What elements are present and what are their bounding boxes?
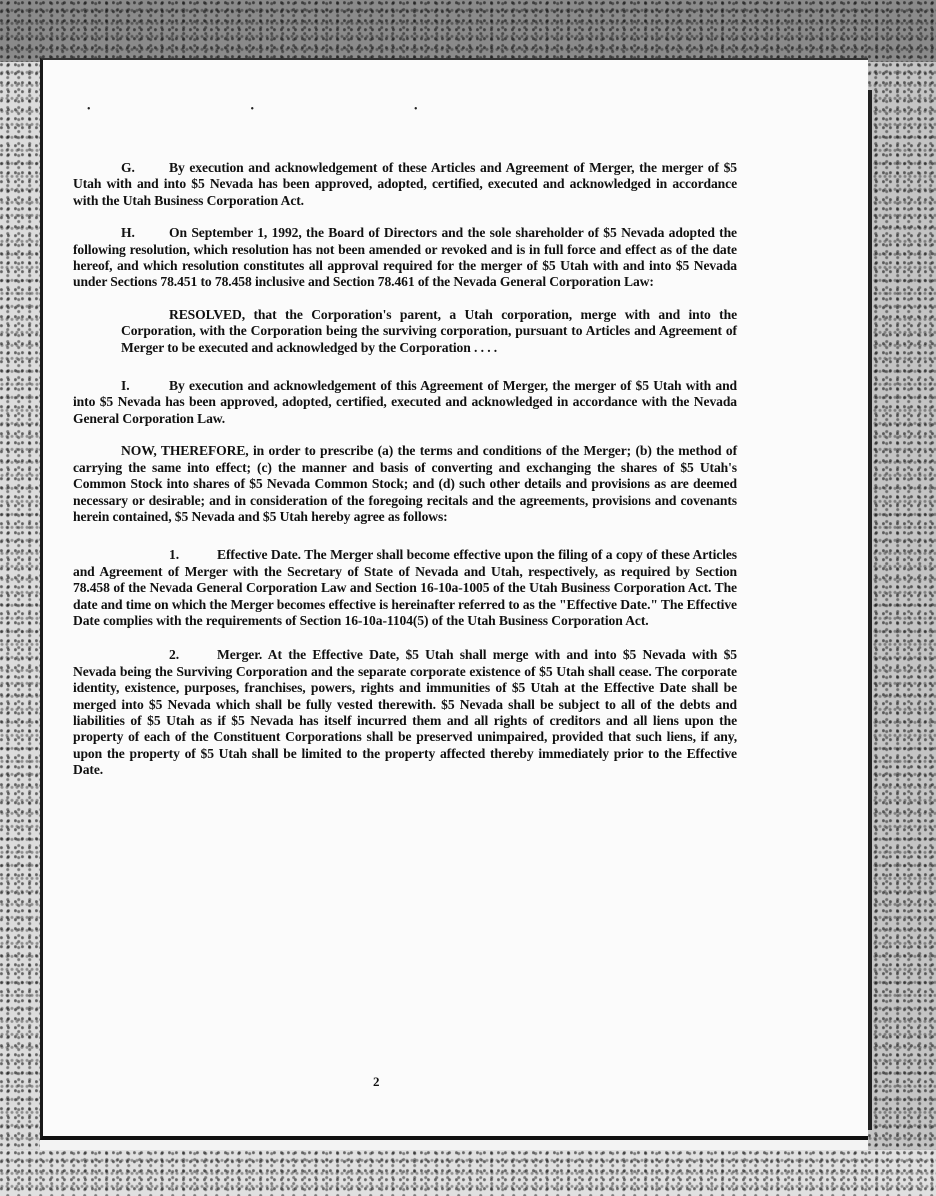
clause-lead: NOW, THEREFORE,	[121, 443, 249, 459]
recital-marker: G.	[121, 160, 135, 175]
section-number: 2.	[169, 647, 179, 663]
section-heading: Merger.	[217, 647, 263, 663]
section-text: The Merger shall become effective upon the filing of a copy of these Articles and Agreement of Merger with the Secretary of State of Nevada and Utah, respectively, as required by Section 78.458 of the Nevada General Corporation Law and Section 16-10a-1005 of the Utah Business Corporation Act. The date and time on which the Merger becomes effective is hereinafter referred to as the "Effective Date." The Effective Date complies with the requirements of Section 16-10a-1104(5) of the Utah Business Corporation Act.	[73, 547, 737, 628]
resolution-lead: RESOLVED,	[169, 306, 246, 322]
clause-text: in order to prescribe (a) the terms and conditions of the Merger; (b) the method of carrying the same into effect; (c) the manner and basis of converting and exchanging the shares of $5 Utah's Common Stock into shares of $5 Nevada Common Stock; and (d) such other details and provisions as are deemed necessary or desirable; and in consideration of the foregoing recitals and the agreements, provisions and covenants herein contained, $5 Nevada and $5 Utah hereby agree as follows:	[73, 443, 737, 524]
recital-text: On September 1, 1992, the Board of Directors and the sole shareholder of $5 Nevada adopted the following resolution, which resolution has not been amended or revoked and is in full force and effect as of the date hereof, and which resolution constitutes all approval required for the merger of $5 Utah with and into $5 Nevada under Sections 78.451 to 78.458 inclusive and Section 78.461 of the Nevada General Corporation Law:	[73, 225, 737, 290]
recital-marker: I.	[121, 378, 130, 394]
scan-border-bottom	[0, 1150, 936, 1196]
recital-h	[73, 225, 737, 291]
section-merger	[73, 647, 737, 778]
section-text: At the Effective Date, $5 Utah shall merge with and into $5 Nevada with $5 Nevada being the Surviving Corporation and the separate corporate existence of $5 Utah shall cease. The corporate identity, existence, purposes, franchises, powers, rights and immunities of $5 Utah at the Effective Date shall be merged into $5 Nevada which shall be fully vested therewith. $5 Nevada shall be subject to all of the debts and liabilities of $5 Utah as if $5 Nevada has itself incurred them and all rights of creditors and all liens upon the property of each of the Constituent Corporations shall be preserved unimpaired, provided that such liens, if any, upon the property of $5 Utah shall be limited to the property affected thereby immediately prior to the Effective Date.	[73, 647, 737, 778]
recital-i	[73, 378, 737, 427]
resolution-text: that the Corporation's parent, a Utah corporation, merge with and into the Corporation, with the Corporation being the surviving corporation, pursuant to Articles and Agreement of Merger to be executed and acknowledged by the Corporation . . . .	[121, 306, 737, 355]
recital-marker: H.	[121, 225, 135, 241]
resolution-block	[121, 307, 737, 356]
scan-specks: •••	[87, 104, 578, 115]
scan-border-top	[0, 0, 936, 62]
recital-g	[73, 160, 737, 209]
recital-text: By execution and acknowledgement of these Articles and Agreement of Merger, the merger of $5 Utah with and into $5 Nevada has been approved, adopted, certified, executed and acknowledged in accordance with the Utah Business Corporation Act.	[73, 160, 737, 208]
scan-border-left	[0, 62, 40, 1196]
section-number: 1.	[169, 547, 179, 563]
now-therefore-clause	[73, 443, 737, 525]
section-effective-date	[73, 547, 737, 629]
document-page	[40, 58, 868, 1140]
section-heading: Effective Date.	[217, 547, 301, 563]
scan-border-right	[868, 62, 936, 1196]
document-body	[73, 160, 737, 797]
page-number: 2	[373, 1074, 380, 1089]
recital-text: By execution and acknowledgement of this Agreement of Merger, the merger of $5 Utah with and into $5 Nevada has been approved, adopted, certified, executed and acknowledged in accordance with the Nevada General Corporation Law.	[73, 378, 737, 426]
page-edge	[868, 90, 872, 1130]
